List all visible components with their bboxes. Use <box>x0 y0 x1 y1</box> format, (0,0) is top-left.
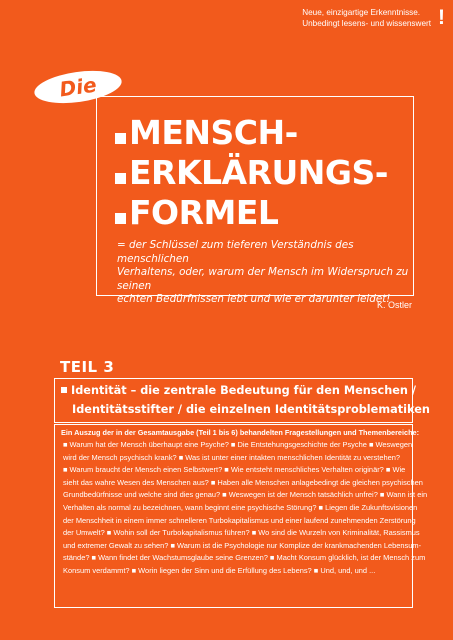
excerpt-line: Verhalten als normal zu bezeichnen, wann beginnt eine psychische Störung? ■ Liegen die Zukunftsvisionen <box>63 502 418 512</box>
excerpt-line: und extremer Gewalt zu sehen? ■ Warum ist die Psychologie nur Komplize der krankmachenden Lebensum- <box>63 540 422 550</box>
title-text-3: FORMEL <box>129 193 279 232</box>
exclamation-mark: ! <box>438 6 445 29</box>
excerpt-line: der Menschheit in einem immer schnelleren Turbokapitalismus und einer laufend zunehmenden Zerstörung <box>63 515 416 525</box>
excerpt-heading: Ein Auszug der in der Gesamtausgabe (Teil 1 bis 6) behandelten Fragestellungen und Themenbereiche: <box>61 428 420 437</box>
excerpt-line: Konsum verdammt? ■ Worin liegen der Sinn und die Erfüllung des Lebens? ■ Und, und, und ... <box>63 565 376 575</box>
excerpt-line: ■ Warum braucht der Mensch einen Selbstwert? ■ Wie entsteht menschliches Verhalten originär? ■ Wie <box>63 465 406 475</box>
topic-box <box>54 378 430 423</box>
excerpt-line: stände? ■ Wann findet der Wachstumsglaube seine Grenzen? ■ Macht Konsum glücklich, ist der Mensch zum <box>63 553 426 563</box>
tagline <box>302 8 431 29</box>
topic-text-1: Identität – die zentrale Bedeutung für den Menschen / <box>71 384 417 397</box>
square-bullet-icon <box>115 213 126 224</box>
title-text-1: MENSCH- <box>129 113 298 152</box>
subtitle <box>117 239 409 307</box>
title-line-3 <box>115 193 278 232</box>
excerpt-text <box>63 439 428 578</box>
tagline-line-1: Neue, einzigartige Erkenntnisse. <box>302 8 421 17</box>
title-line-1 <box>115 113 298 152</box>
subtitle-line-3: echten Bedürfnissen lebt und wie er darunter leidet! <box>117 293 391 305</box>
excerpt-line: sieht das wahre Wesen des Menschen aus? ■ Haben alle Menschen anlagebedingt die gleichen psychischen <box>63 477 423 487</box>
subtitle-line-2: Verhaltens, oder, warum der Mensch im Widerspruch zu seinen <box>117 266 409 292</box>
square-bullet-icon <box>61 387 67 393</box>
topic-line-2: Identitätsstifter / die einzelnen Identitätsproblematiken <box>72 403 430 416</box>
excerpt-line: Grundbedürfnisse und welche sind dies genau? ■ Weswegen ist der Mensch tatsächlich unfrei? ■ Wann ist ein <box>63 490 428 500</box>
title-line-2 <box>115 153 388 192</box>
subtitle-line-1: = der Schlüssel zum tieferen Verständnis des menschlichen <box>117 239 354 265</box>
excerpt-box <box>54 424 428 608</box>
excerpt-line: wird der Mensch psychisch krank? ■ Was ist unter einer intakten menschlichen Identität zu verstehen? <box>63 452 400 462</box>
excerpt-line: der Umwelt? ■ Wohin soll der Turbokapitalismus führen? ■ Wo sind die Wurzeln von Kriminalität, Rassismus <box>63 528 420 538</box>
square-bullet-icon <box>115 133 126 144</box>
square-bullet-icon <box>115 173 126 184</box>
topic-line-1 <box>61 384 416 397</box>
die-badge-text: Die <box>57 72 99 102</box>
title-text-2: ERKLÄRUNGS- <box>129 153 388 192</box>
tagline-line-2: Unbedingt lesens- und wissenswert <box>302 18 431 28</box>
excerpt-line: ■ Warum hat der Mensch überhaupt eine Psyche? ■ Die Entstehungsgeschichte der Psyche ■ Weswegen <box>63 440 413 449</box>
part-label: TEIL 3 <box>60 358 115 376</box>
author-name: K. Ostler <box>376 300 412 310</box>
